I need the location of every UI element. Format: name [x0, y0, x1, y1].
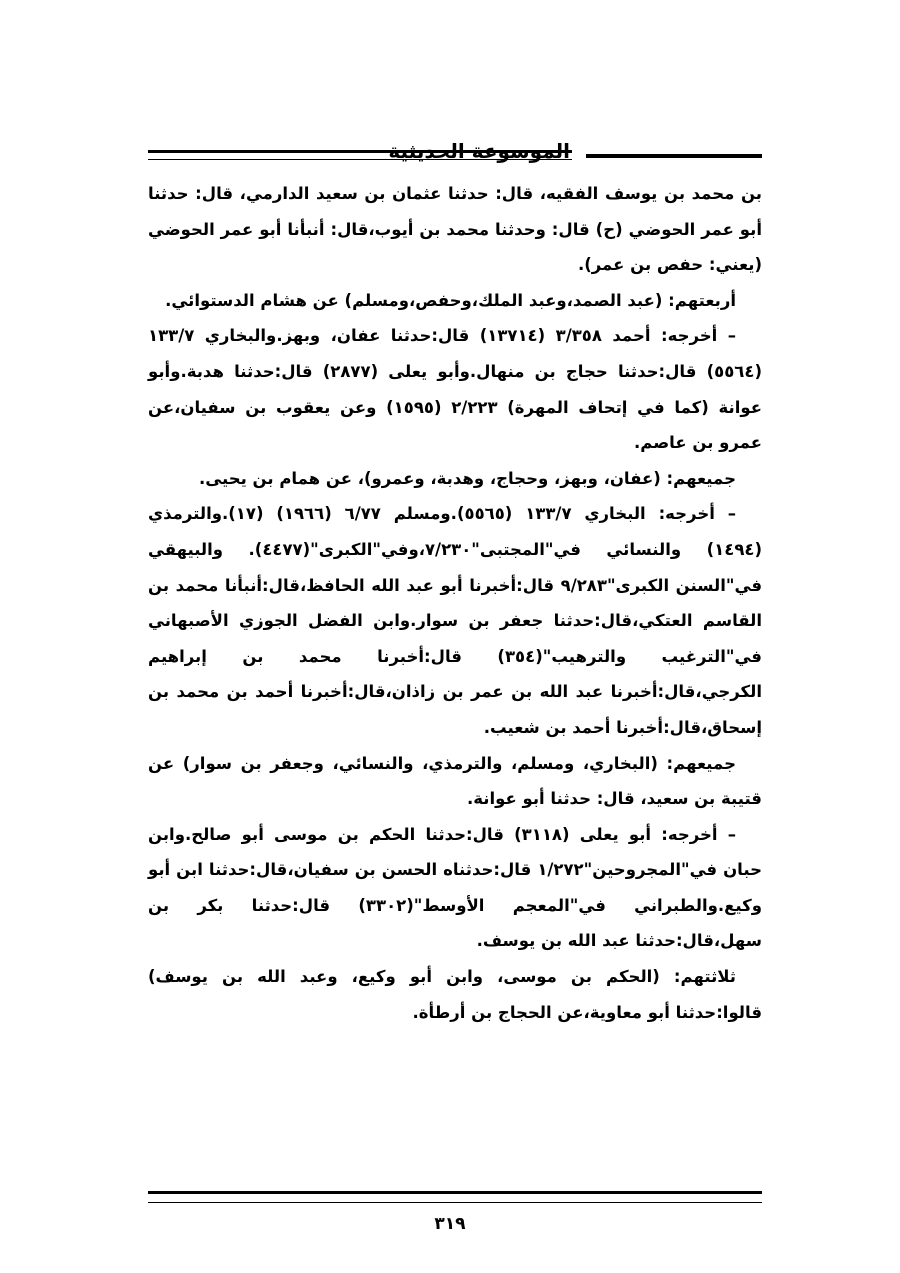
- running-title: الموسوعة الحديثية: [388, 139, 570, 163]
- header-rule-left: [148, 150, 572, 160]
- paragraph-7: – أخرجه: أبو يعلى (٣١١٨) قال:حدثنا الحكم بن موسى أبو صالح.وابن حبان في"المجروحين"١/٢٧٢ قال:حدثناه الحسن بن سفيان،قال:حدثنا ابن أبو وكيع.والطبراني في"المعجم الأوسط"(٣٣٠٢) قال:حدثنا بكر بن سهل،قال:حدثنا عبد الله بن يوسف.: [148, 824, 763, 951]
- paragraph-5: – أخرجه: البخاري ١٣٣/٧ (٥٥٦٥).ومسلم ٦/٧٧ (١٩٦٦) (١٧).والترمذي (١٤٩٤) والنسائي في"المجتبى"٧/٢٣٠،وفي"الكبرى"(٤٤٧٧). والبيهقي في"السنن الكبرى"٩/٢٨٣ قال:أخبرنا أبو عبد الله الحافظ،قال:أنبأنا محمد بن القاسم العتكي،قال:حدثنا جعفر بن سوار.وابن الفضل الجوزي الأصبهاني في"الترغيب والترهيب"(٣٥٤) قال:أخبرنا محمد بن إبراهيم الكرجي،قال:أخبرنا عبد الله بن عمر بن زاذان،قال:أخبرنا أحمد بن محمد بن إسحاق،قال:أخبرنا أحمد بن شعيب.: [148, 504, 763, 737]
- paragraph-2: أربعتهم: (عبد الصمد،وعبد الملك،وحفص،ومسلم) عن هشام الدستوائي.: [165, 290, 736, 310]
- paragraph-6: جميعهم: (البخاري، ومسلم، والترمذي، والنسائي، وجعفر بن سوار) عن قتيبة بن سعيد، قال: حدثنا أبو عوانة.: [148, 753, 762, 809]
- paragraph-8: ثلاثتهم: (الحكم بن موسى، وابن أبو وكيع، وعبد الله بن يوسف) قالوا:حدثنا أبو معاوية،عن الحجاج بن أرطأة.: [148, 967, 762, 1022]
- paragraph-3: – أخرجه: أحمد ٣/٣٥٨ (١٣٧١٤) قال:حدثنا عفان، وبهز.والبخاري ١٣٣/٧ (٥٥٦٤) قال:حدثنا حجاج بن منهال.وأبو يعلى (٢٨٧٧) قال:حدثنا هدبة.وأبو عوانة (كما في إتحاف المهرة) ٢/٢٢٣ (١٥٩٥) وعن يعقوب بن سفيان،عن عمرو بن عاصم.: [148, 326, 762, 453]
- page-number: ٣١٩: [434, 1214, 466, 1234]
- page-header: [148, 136, 762, 170]
- paragraph-4: جميعهم: (عفان، وبهز، وحجاج، وهدبة، وعمرو)، عن همام بن يحيى.: [199, 468, 736, 488]
- paragraph-1: بن محمد بن يوسف الفقيه، قال: حدثنا عثمان بن سعيد الدارمي، قال: حدثنا أبو عمر الحوضي (ح) قال: وحدثنا محمد بن أيوب،قال: أنبأنا أبو عمر الحوضي (يعني: حفص بن عمر).: [148, 184, 762, 275]
- body-text: [148, 176, 762, 1030]
- header-rule-right: [586, 154, 762, 158]
- footer-rule: [148, 1191, 762, 1203]
